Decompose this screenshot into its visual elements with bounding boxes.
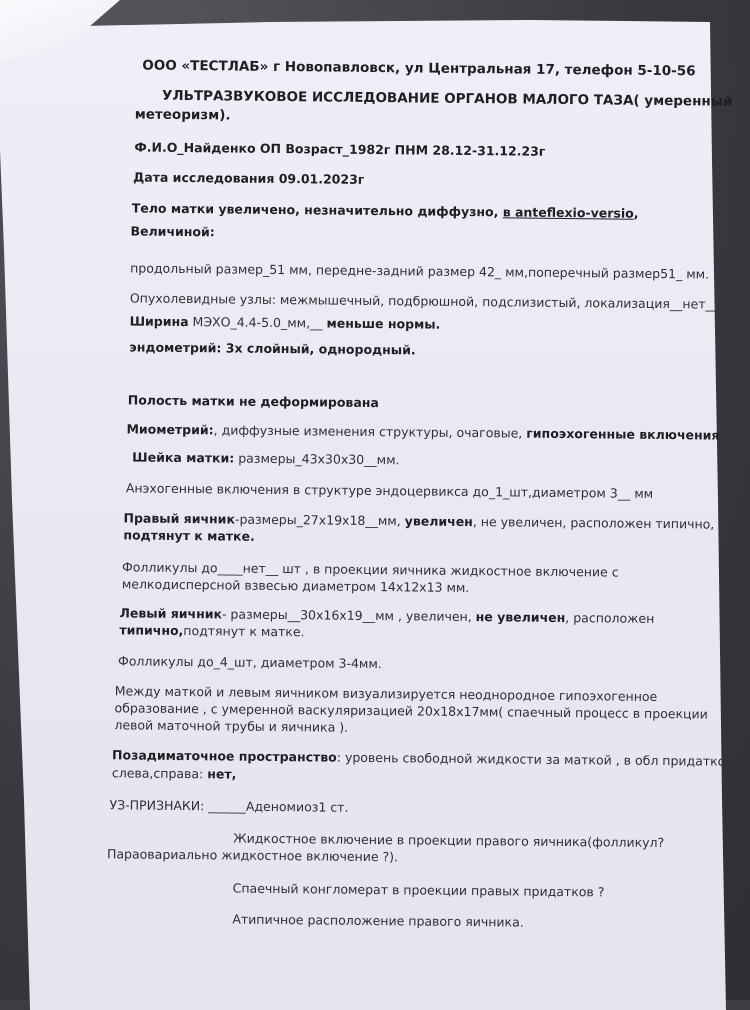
- right-follicles-cont: мелкодисперсной взвесью диаметром 14х12х13 мм.: [121, 576, 470, 596]
- myometrium: Миометрий:, диффузные изменения структуры, очаговые, гипоэхогенные включения: [126, 421, 720, 443]
- uterus-body: Тело матки увеличено, незначительно диффузно, в anteflexio-versio,: [131, 200, 639, 221]
- conclusion-item3: Спаечный конгломерат в проекции правых придатков ?: [232, 880, 605, 900]
- conclusion: УЗ-ПРИЗНАКИ: ______Аденомиоз1 ст.: [109, 797, 349, 815]
- right-follicles: Фолликулы до____нет__ шт , в проекции яичника жидкостное включение с: [121, 559, 619, 580]
- tumor-nodes: Опухолевидные узлы: межмышечный, подбрюшной, подслизистый, локализация__нет__: [129, 290, 719, 312]
- between-line1: Между маткой и левым яичником визуализируется неоднородное гипоэхогенное: [114, 683, 658, 704]
- mecho-width: Ширина МЭХО_4.4-5.0_мм,__ меньше нормы.: [129, 313, 441, 332]
- conclusion-item2-cont: Параовариально жидкостное включение ?).: [106, 846, 399, 865]
- uterus-dimensions: продольный размер_51 мм, передне-задний размер 42_ мм,поперечный размер51_ мм.: [130, 260, 710, 282]
- between-line3: левой маточной трубы и яичника ).: [114, 717, 349, 735]
- endometrium: эндометрий: 3х слойный, однородный.: [129, 339, 416, 358]
- report-title-cont: метеоризм).: [134, 106, 231, 124]
- clinic-header: ООО «ТЕСТЛАБ» г Новопавловск, ул Центральная 17, телефон 5-10-56: [142, 57, 696, 80]
- between-line2: образование , с умеренной васкуляризацией 20х18х17мм( спаечный процесс в проекции: [114, 700, 708, 722]
- patient-info: Ф.И.О_Найденко ОП Возраст_1982г ПНМ 28.12-31.12.23г: [134, 139, 546, 159]
- right-ovary-cont: подтянут к матке.: [123, 527, 255, 544]
- uterus-position: в anteflexio-versio: [502, 204, 634, 221]
- posterior-space: Позадиматочное пространство: уровень свободной жидкости за маткой , в обл придатков: [112, 747, 733, 769]
- posterior-space-cont: слева,справа: нет,: [111, 765, 237, 782]
- right-ovary: Правый яичник-размеры_27х19х18__мм, увеличен, не увеличен, расположен типично,: [123, 510, 715, 532]
- anechoic-inclusions: Анэхогенные включения в структуре эндоцервикса до_1_шт,диаметром 3__ мм: [125, 480, 654, 501]
- conclusion-item2: Жидкостное включение в проекции правого яичника(фолликул?: [233, 830, 665, 851]
- report-title: УЛЬТРАЗВУКОВОЕ ИССЛЕДОВАНИЕ ОРГАНОВ МАЛОГО ТАЗА( умеренный: [161, 87, 733, 110]
- size-label: Величиной:: [130, 223, 215, 240]
- left-follicles: Фолликулы до_4_шт, диаметром 3-4мм.: [117, 653, 382, 672]
- cervix: Шейка матки: размеры_43х30х30__мм.: [132, 449, 400, 468]
- uterine-cavity: Полость матки не деформирована: [127, 392, 379, 411]
- left-ovary: Левый яичник- размеры__30х16х19__мм , увеличен, не увеличен, расположен: [119, 605, 655, 626]
- exam-date: Дата исследования 09.01.2023г: [133, 169, 365, 187]
- conclusion-item4: Атипичное расположение правого яичника.: [232, 911, 524, 930]
- left-ovary-cont: типично,подтянут к матке.: [119, 622, 305, 640]
